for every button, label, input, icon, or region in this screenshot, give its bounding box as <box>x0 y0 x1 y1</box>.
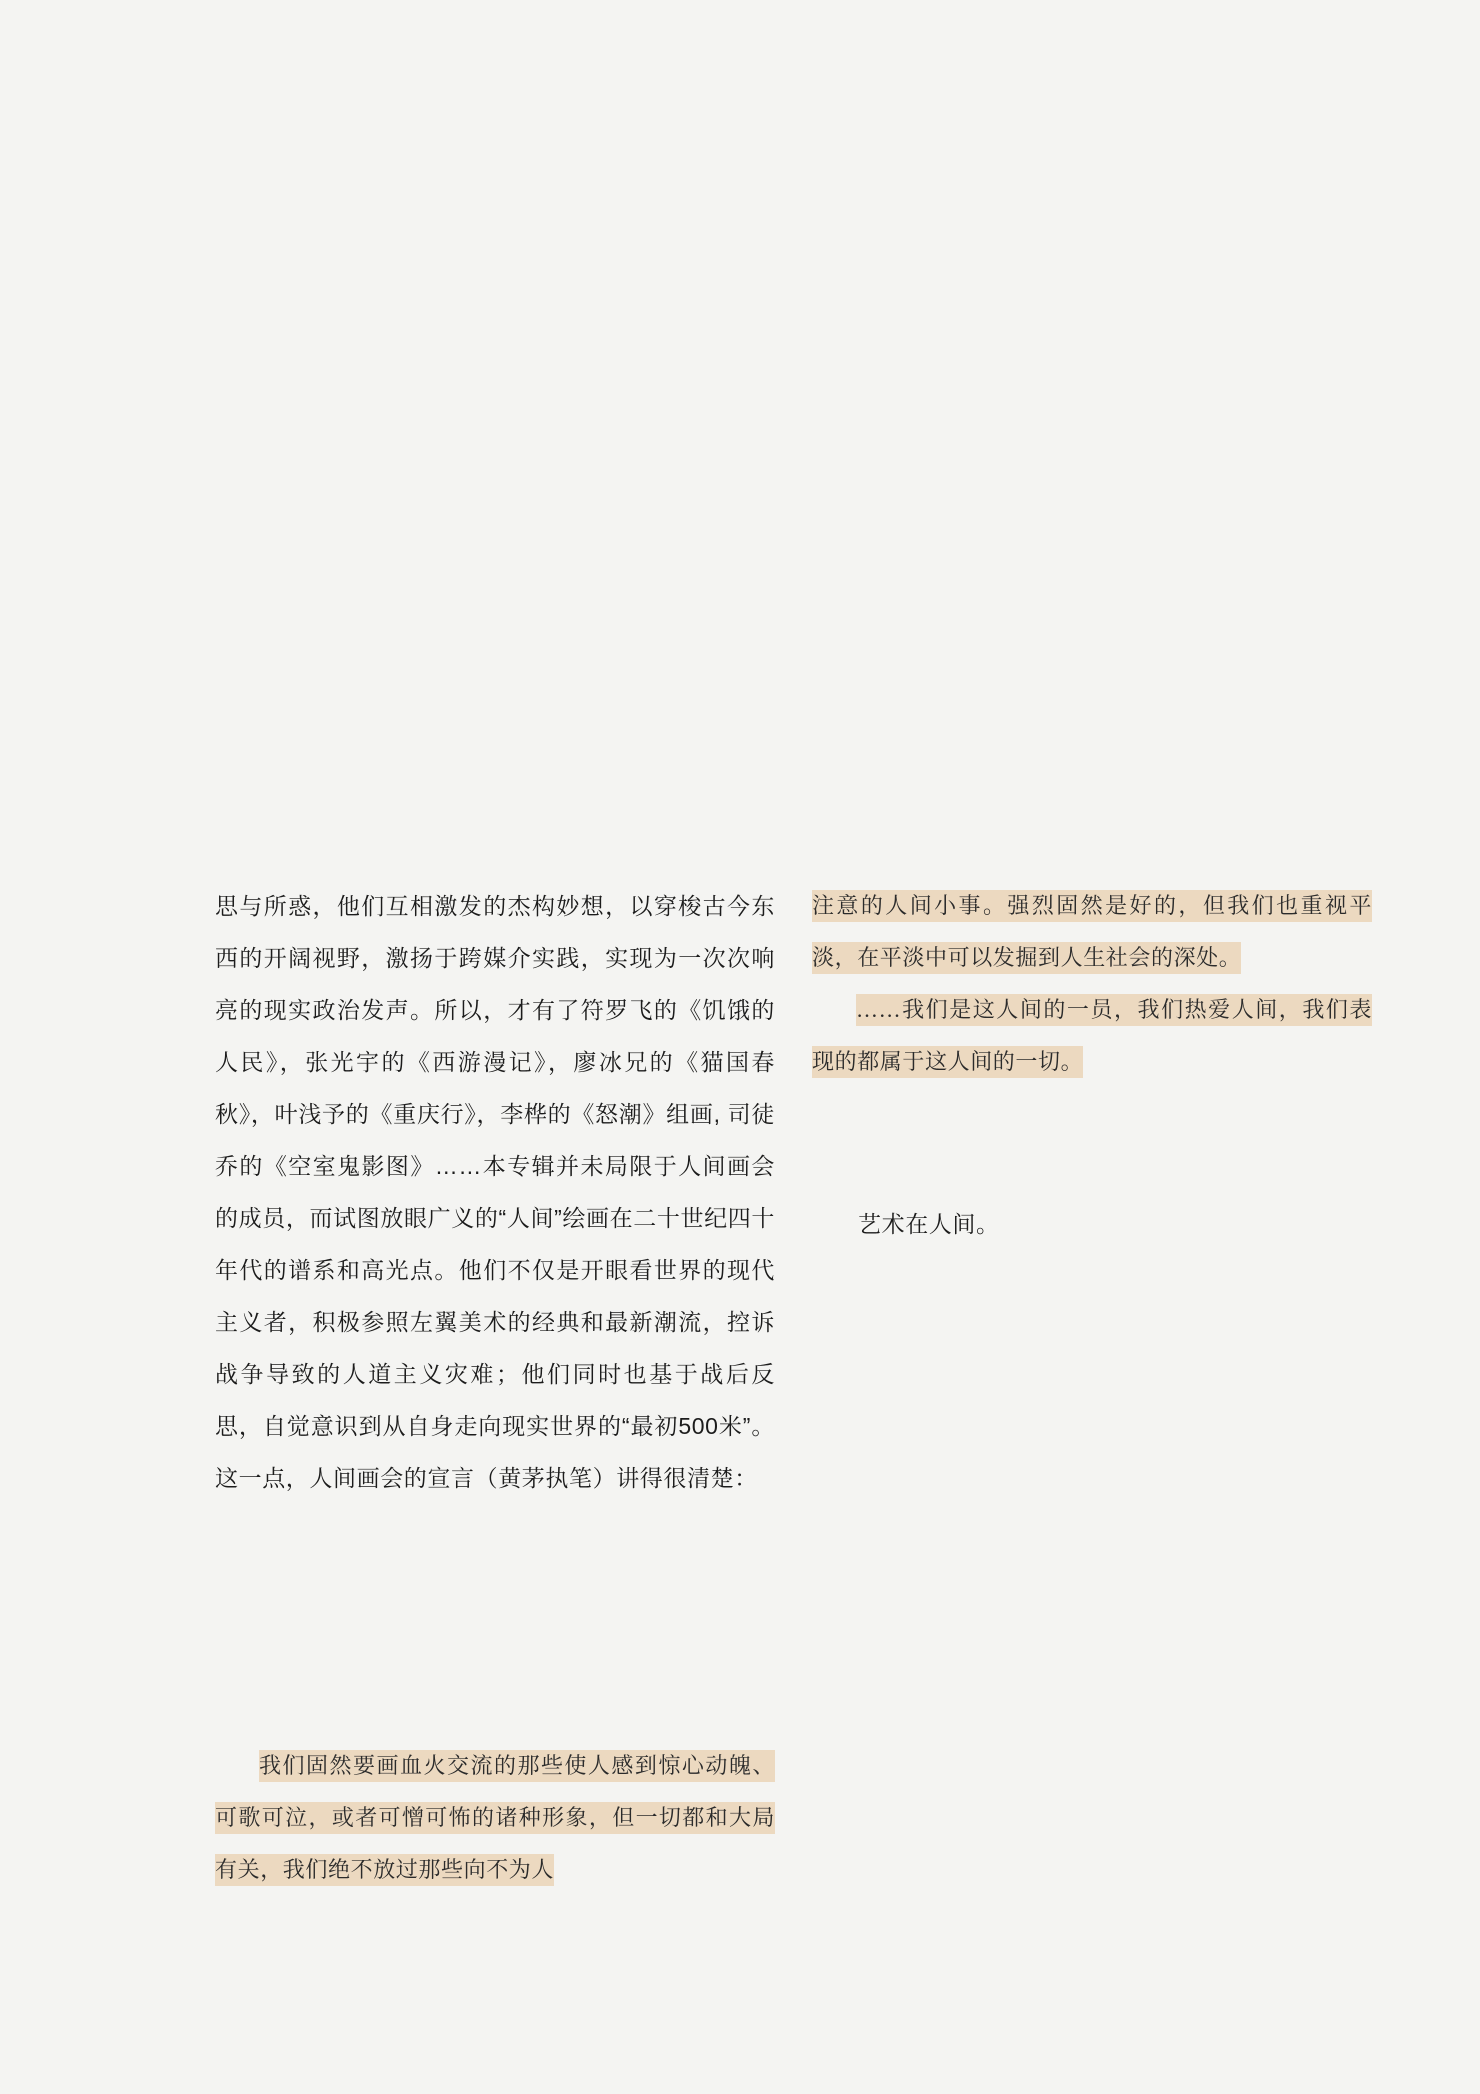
paragraph-spacer <box>812 1088 1372 1146</box>
quote-paragraph-2 <box>812 880 1372 984</box>
right-column <box>812 880 1372 1250</box>
closing-line: 艺术在人间。 <box>858 1211 1000 1237</box>
quote-block-left <box>215 1740 775 1896</box>
quote-highlight-2: 注意的人间小事。强烈固然是好的，但我们也重视平淡，在平淡中可以发掘到人生社会的深处。 <box>812 890 1372 974</box>
body-paragraph: 思与所惑，他们互相激发的杰构妙想，以穿梭古今东西的开阔视野，激扬于跨媒介实践，实现为一次次响亮的现实政治发声。所以，才有了符罗飞的《饥饿的人民》，张光宇的《西游漫记》，廖冰兄的《猫国春秋》，叶浅予的《重庆行》，李桦的《怒潮》组画, 司徒乔的《空室鬼影图》……本专辑并未局限于人间画会的成员，而试图放眼广义的“人间”绘画在二十世纪四十年代的谱系和高光点。他们不仅是开眼看世界的现代主义者，积极参照左翼美术的经典和最新潮流，控诉战争导致的人道主义灾难；他们同时也基于战后反思，自觉意识到从自身走向现实世界的“最初500米”。这一点，人间画会的宣言（黄茅执笔）讲得很清楚： <box>215 893 775 1491</box>
quote-highlight-3: ……我们是这人间的一员，我们热爱人间，我们表现的都属于这人间的一切。 <box>812 994 1372 1078</box>
quote-highlight-1: 我们固然要画血火交流的那些使人感到惊心动魄、可歌可泣，或者可憎可怖的诸种形象，但一切都和大局有关，我们绝不放过那些向不为人 <box>215 1750 775 1886</box>
paragraph-spacer-2 <box>812 1146 1372 1198</box>
quote-paragraph-1 <box>215 1740 775 1896</box>
left-column <box>215 880 775 1504</box>
quote-paragraph-3 <box>812 984 1372 1088</box>
